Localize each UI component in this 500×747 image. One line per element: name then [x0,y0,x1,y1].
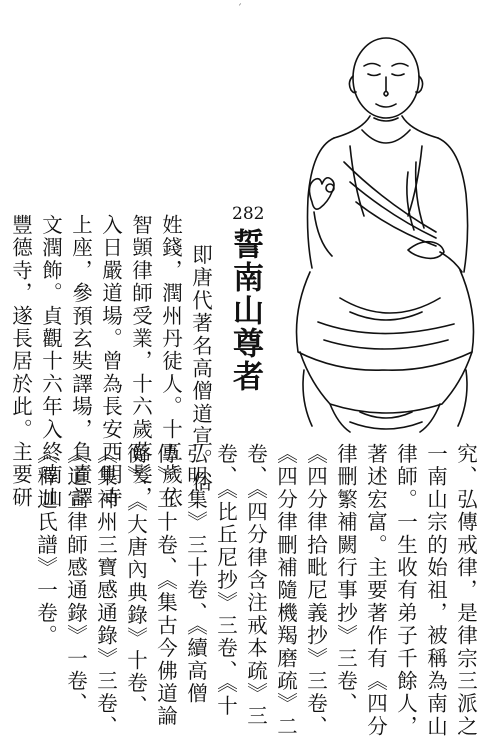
text-column: 弘明集》三十卷、《續高僧 [183,443,208,706]
text-column: 文潤飾。貞觀十六年入終南山 [38,214,63,510]
text-column: 入日嚴道場。曾為長安西明寺 [98,214,123,510]
text-column: 即唐代著名高僧道宣。俗 [188,244,213,494]
text-column: 卷、《四分律含注戒本疏》三 [243,443,268,728]
text-column: 上座，參預玄奘譯場，負責譯 [68,214,93,510]
text-column: 究、弘傳戒律，是律宗三派之 [453,443,478,739]
text-column: 《釋迦氏譜》一卷。 [33,443,58,648]
text-column: 一南山宗的始祖，被稱為南山 [423,443,448,739]
text-column: 《四分律拾毗尼義抄》三卷、 [303,443,328,739]
text-column: 傳》三十卷、《集古今佛道論 [153,443,178,728]
text-column: 豐德寺，遂長居於此。主要研 [8,214,33,510]
text-column: 智顗律師受業，十六歲落髮， [128,214,153,510]
text-column: 姓錢，潤州丹徒人。十五歲依 [158,214,183,510]
text-column: 衡》、《大唐內典錄》十卷、 [123,443,148,718]
text-column: 《道宣律師感通錄》一卷、 [63,443,88,716]
entry-number: 282 [232,204,265,224]
entry-title: 誓南山尊者 [227,228,263,393]
text-column: 《四分律刪補隨機羯磨疏》二 [273,443,298,739]
text-column: 律師。一生收有弟子千餘人， [393,443,418,739]
text-column: 律刪繁補闕行事抄》三卷、 [333,443,358,716]
page-mark: ˊ [237,4,242,15]
text-column: 《集神州三寶感通錄》三卷、 [93,443,118,739]
seated-monk-illustration [290,22,480,442]
text-column: 卷、《比丘尼抄》三卷、《十 [213,443,238,718]
text-column: 著述宏富。主要著作有《四分 [363,443,388,739]
